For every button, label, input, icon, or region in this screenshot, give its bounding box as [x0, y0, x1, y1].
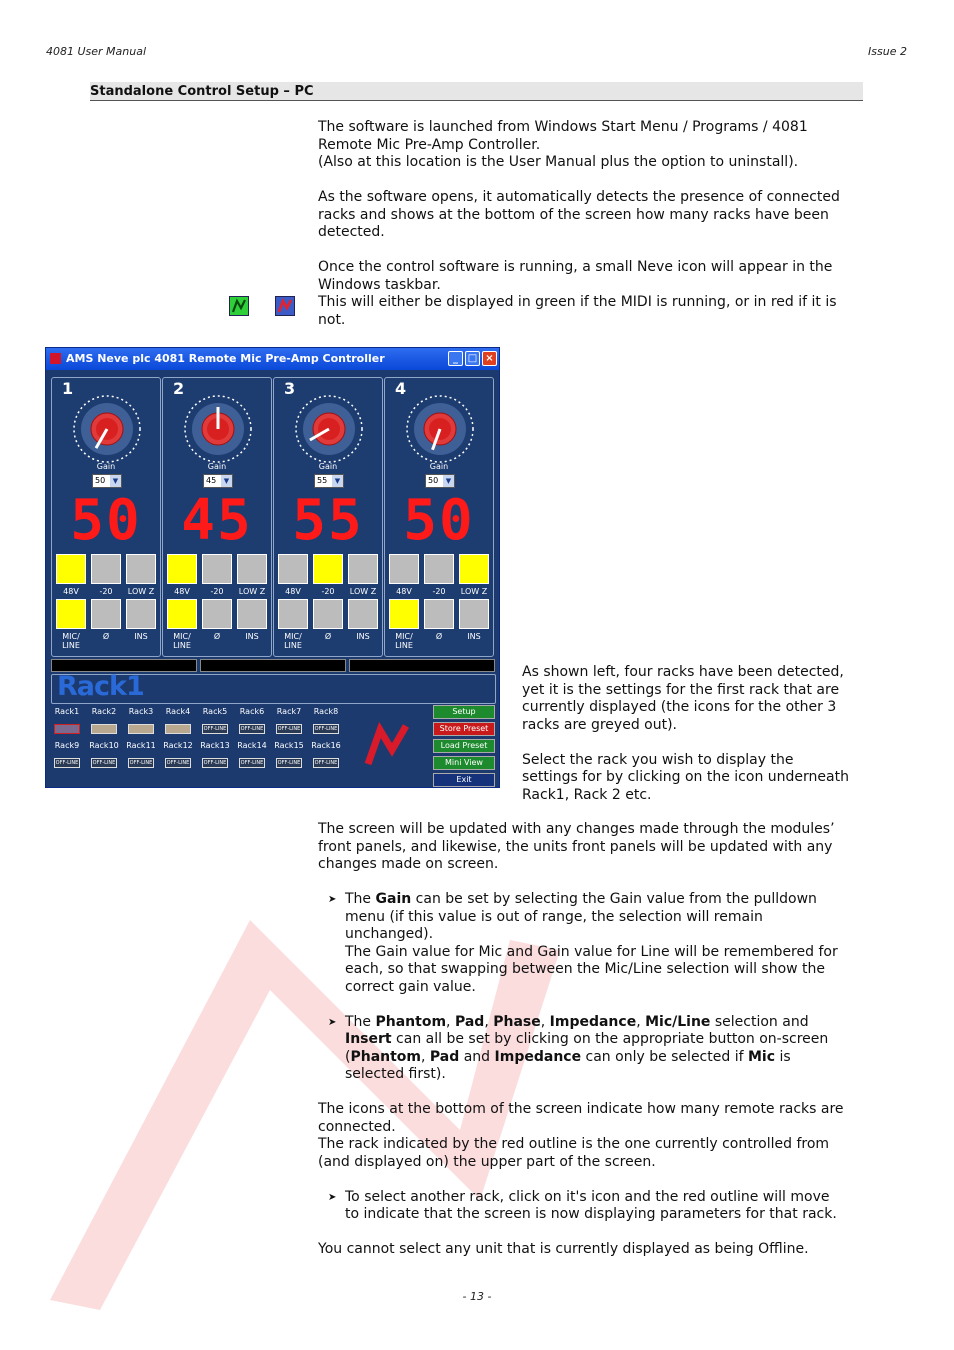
gain-select[interactable]	[314, 474, 344, 488]
channel-strip-3	[273, 377, 383, 657]
mic-line-button[interactable]	[56, 599, 86, 629]
text-span: correct gain value.	[345, 978, 476, 995]
rack-select-icon[interactable]	[91, 724, 117, 734]
exit-button[interactable]: Exit	[433, 773, 495, 787]
phantom-48v-button[interactable]	[56, 554, 86, 584]
text-line: As the software opens, it automatically detects the presence of connected	[318, 189, 840, 205]
minimize-button[interactable]: _	[448, 351, 463, 366]
insert-label: INS	[356, 632, 370, 641]
chevron-down-icon[interactable]: ▼	[221, 475, 232, 487]
rack-title-panel	[51, 671, 496, 704]
rack-label: Rack16	[311, 741, 341, 750]
title-bar	[46, 348, 499, 370]
gain-label: Gain	[429, 462, 449, 471]
rack-select-icon[interactable]: OFF-LINE	[92, 760, 116, 766]
low-z-button[interactable]	[237, 554, 267, 584]
text-line: Windows taskbar.	[318, 276, 441, 293]
low-z-label: LOW Z	[238, 587, 266, 596]
text-line: The icons at the bottom of the screen indicate how many remote racks are	[318, 1101, 844, 1117]
bullet-arrow-icon: ➤	[328, 1191, 337, 1203]
status-bar	[200, 659, 346, 672]
low-z-label: LOW Z	[349, 587, 377, 596]
neve-red-icon	[275, 296, 295, 316]
channel-number: 1	[62, 379, 74, 398]
status-bar	[349, 659, 495, 672]
rack-select-icon[interactable]: OFF-LINE	[314, 760, 338, 766]
rack-select-icon[interactable]: OFF-LINE	[277, 726, 301, 732]
text-span: can be set by selecting the Gain value from the pulldown	[411, 891, 817, 907]
channel-number: 2	[173, 379, 185, 398]
maximize-button[interactable]: □	[465, 351, 480, 366]
text-line: connected.	[318, 1118, 396, 1135]
channel-strip-1	[51, 377, 161, 657]
rack-select-icon[interactable]: OFF-LINE	[240, 726, 264, 732]
store-preset-button[interactable]: Store Preset	[433, 722, 495, 736]
rack-label: Rack9	[54, 741, 80, 750]
rack-label: Rack11	[126, 741, 156, 750]
rack-select-icon[interactable]: OFF-LINE	[314, 726, 338, 732]
gain-knob[interactable]	[293, 393, 365, 465]
bullet-arrow-icon: ➤	[328, 894, 337, 905]
text-line: As shown left, four racks have been detected,	[522, 664, 844, 680]
load-preset-button[interactable]: Load Preset	[433, 739, 495, 753]
gain-select[interactable]	[92, 474, 122, 488]
text-line: racks are greyed out).	[522, 716, 677, 733]
rack-select-icon[interactable]	[128, 724, 154, 734]
phase-button[interactable]	[313, 599, 343, 629]
low-z-button[interactable]	[126, 554, 156, 584]
insert-button[interactable]	[237, 599, 267, 629]
channel-strip-2	[162, 377, 272, 657]
mic-line-label: MIC/ LINE	[395, 632, 413, 650]
pad-20-button[interactable]	[313, 554, 343, 584]
low-z-button[interactable]	[459, 554, 489, 584]
phantom-48v-label: 48V	[285, 587, 301, 596]
text-span: The	[345, 891, 376, 907]
neve-logo	[364, 720, 414, 770]
pad-20-label: -20	[210, 587, 224, 596]
text-line: not.	[318, 311, 346, 328]
rack-label: Rack14	[237, 741, 267, 750]
chevron-down-icon[interactable]: ▼	[110, 475, 121, 487]
rack-label: Rack8	[313, 707, 339, 716]
insert-button[interactable]	[459, 599, 489, 629]
text-span: unchanged).	[345, 926, 434, 942]
pad-20-button[interactable]	[91, 554, 121, 584]
chevron-down-icon[interactable]: ▼	[332, 475, 343, 487]
rack-label: Rack6	[239, 707, 265, 716]
mini-view-button[interactable]: Mini View	[433, 756, 495, 770]
gain-select[interactable]	[425, 474, 455, 488]
gain-display: 45	[181, 488, 253, 553]
text-line: You cannot select any unit that is currently displayed as being Offline.	[318, 1241, 809, 1257]
rack-label: Rack5	[202, 707, 228, 716]
neve-green-icon	[229, 296, 249, 316]
bold-term: Gain	[375, 891, 412, 907]
pad-20-button[interactable]	[424, 554, 454, 584]
rack-label: Rack7	[276, 707, 302, 716]
close-button[interactable]: ×	[482, 351, 497, 366]
phase-label: Ø	[102, 632, 110, 641]
text-line: settings for by clicking on the icon underneath	[522, 769, 849, 785]
gain-label: Gain	[207, 462, 227, 471]
rack-select-icon[interactable]: OFF-LINE	[203, 760, 227, 766]
rack-select-icon[interactable]: OFF-LINE	[203, 726, 227, 732]
text-line: (Also at this location is the User Manual plus the option to uninstall).	[318, 154, 799, 170]
rack-select-icon[interactable]: OFF-LINE	[277, 760, 301, 766]
phantom-48v-label: 48V	[63, 587, 79, 596]
rack-label: Rack13	[200, 741, 230, 750]
rack-select-icon[interactable]: OFF-LINE	[166, 760, 190, 766]
text-line: detected.	[318, 224, 385, 240]
header-left: 4081 User Manual	[46, 45, 147, 58]
rack-label: Rack1	[54, 707, 80, 716]
insert-label: INS	[467, 632, 481, 641]
gain-select-value: 45	[206, 476, 217, 485]
text-span: each, so that swapping between the Mic/Line selection will show the	[345, 961, 826, 977]
phase-button[interactable]	[91, 599, 121, 629]
text-line: (and displayed on) the upper part of the screen.	[318, 1153, 656, 1170]
phantom-48v-label: 48V	[174, 587, 190, 596]
low-z-button[interactable]	[348, 554, 378, 584]
phase-label: Ø	[324, 632, 332, 641]
controller-window	[45, 347, 500, 788]
section-title: Standalone Control Setup – PC	[90, 82, 863, 101]
intro-text	[318, 119, 878, 329]
rack-label: Rack10	[89, 741, 119, 750]
header-right: Issue 2	[868, 45, 907, 58]
rack-title: Rack1	[57, 671, 144, 702]
rack-label: Rack4	[165, 707, 191, 716]
chevron-down-icon[interactable]: ▼	[443, 475, 454, 487]
gain-label: Gain	[318, 462, 338, 471]
text-span: menu (if this value is out of range, the selection will remain	[345, 908, 763, 925]
text-span: The Gain value for Mic and Gain value for Line will be remembered for	[345, 943, 838, 960]
insert-label: INS	[134, 632, 148, 641]
text-line: The rack indicated by the red outline is the one currently controlled from	[318, 1136, 830, 1152]
gain-select-value: 50	[428, 476, 439, 485]
channel-number: 4	[395, 379, 407, 398]
side-text	[522, 664, 882, 804]
mic-line-label: MIC/ LINE	[173, 632, 191, 650]
low-z-label: LOW Z	[460, 587, 488, 596]
app-logo-icon	[50, 353, 61, 364]
mic-line-button[interactable]	[167, 599, 197, 629]
phase-label: Ø	[213, 632, 221, 641]
pad-20-label: -20	[99, 587, 113, 596]
phantom-48v-button[interactable]	[278, 554, 308, 584]
gain-label: Gain	[96, 462, 116, 471]
gain-knob[interactable]	[71, 393, 143, 465]
rack-label: Rack3	[128, 707, 154, 716]
rack-label: Rack12	[163, 741, 193, 750]
pad-20-label: -20	[321, 587, 335, 596]
text-line: yet it is the settings for the first rack that are	[522, 681, 840, 698]
pad-20-button[interactable]	[202, 554, 232, 584]
gain-display: 50	[403, 488, 475, 553]
text-span: To select another rack, click on it's icon and the red outline will move	[345, 1188, 830, 1205]
phantom-48v-label: 48V	[396, 587, 412, 596]
gain-select-value: 55	[317, 476, 328, 485]
text-line: currently displayed (the icons for the other 3	[522, 699, 837, 715]
mic-line-button[interactable]	[389, 599, 419, 629]
phase-label: Ø	[435, 632, 443, 641]
phantom-48v-button[interactable]	[167, 554, 197, 584]
text-line: This will either be displayed in green if the MIDI is running, or in red if it is	[318, 294, 837, 310]
rack-select-icon[interactable]	[165, 724, 191, 734]
text-line: Select the rack you wish to display the	[522, 751, 794, 768]
bullet-select-rack	[318, 1189, 888, 1224]
rack-select-icon[interactable]	[54, 724, 80, 734]
insert-button[interactable]	[126, 599, 156, 629]
gain-select-value: 50	[95, 476, 106, 485]
rack-select-icon[interactable]: OFF-LINE	[240, 760, 264, 766]
text-line: racks and shows at the bottom of the screen how many racks have been	[318, 206, 829, 223]
bullet-arrow-icon: ➤	[328, 1016, 337, 1028]
bullet-gain	[318, 891, 888, 996]
body-text	[318, 821, 888, 1259]
rack-select-icon[interactable]: OFF-LINE	[55, 760, 79, 766]
gain-select[interactable]	[203, 474, 233, 488]
phase-button[interactable]	[424, 599, 454, 629]
gain-knob[interactable]	[182, 393, 254, 465]
pad-20-label: -20	[432, 587, 446, 596]
mic-line-label: MIC/ LINE	[62, 632, 80, 650]
text-line: The software is launched from Windows Start Menu / Programs / 4081	[318, 119, 808, 135]
page-number: - 13 -	[462, 1290, 492, 1303]
channel-number: 3	[284, 379, 296, 398]
text-line: The screen will be updated with any changes made through the modules’	[318, 821, 835, 837]
channel-strip-4	[384, 377, 494, 657]
window-title: AMS Neve plc 4081 Remote Mic Pre-Amp Controller	[66, 352, 385, 365]
phase-button[interactable]	[202, 599, 232, 629]
phantom-48v-button[interactable]	[389, 554, 419, 584]
text-line: Rack1, Rack 2 etc.	[522, 786, 652, 803]
insert-label: INS	[245, 632, 259, 641]
mic-line-label: MIC/ LINE	[284, 632, 302, 650]
rack-label: Rack15	[274, 741, 304, 750]
text-line: Remote Mic Pre-Amp Controller.	[318, 136, 541, 153]
text-line: changes made on screen.	[318, 856, 499, 872]
text-span: to indicate that the screen is now displaying parameters for that rack.	[345, 1206, 837, 1222]
setup-button[interactable]: Setup	[433, 705, 495, 719]
gain-display: 50	[70, 488, 142, 553]
rack-label: Rack2	[91, 707, 117, 716]
bullet-buttons: ➤ The Phantom, Pad, Phase, Impedance, Mic/Line selection and Insert can all be set by clicking on the appropriate button on-screen (Phantom, Pad and Impedance can only be selected if Mic is selected first).	[328, 1013, 829, 1082]
insert-button[interactable]	[348, 599, 378, 629]
rack-select-icon[interactable]: OFF-LINE	[129, 760, 153, 766]
gain-knob[interactable]	[404, 393, 476, 465]
gain-display: 55	[292, 488, 364, 553]
low-z-label: LOW Z	[127, 587, 155, 596]
text-line: Once the control software is running, a small Neve icon will appear in the	[318, 259, 833, 275]
mic-line-button[interactable]	[278, 599, 308, 629]
text-line: front panels, and likewise, the units front panels will be updated with any	[318, 838, 833, 855]
